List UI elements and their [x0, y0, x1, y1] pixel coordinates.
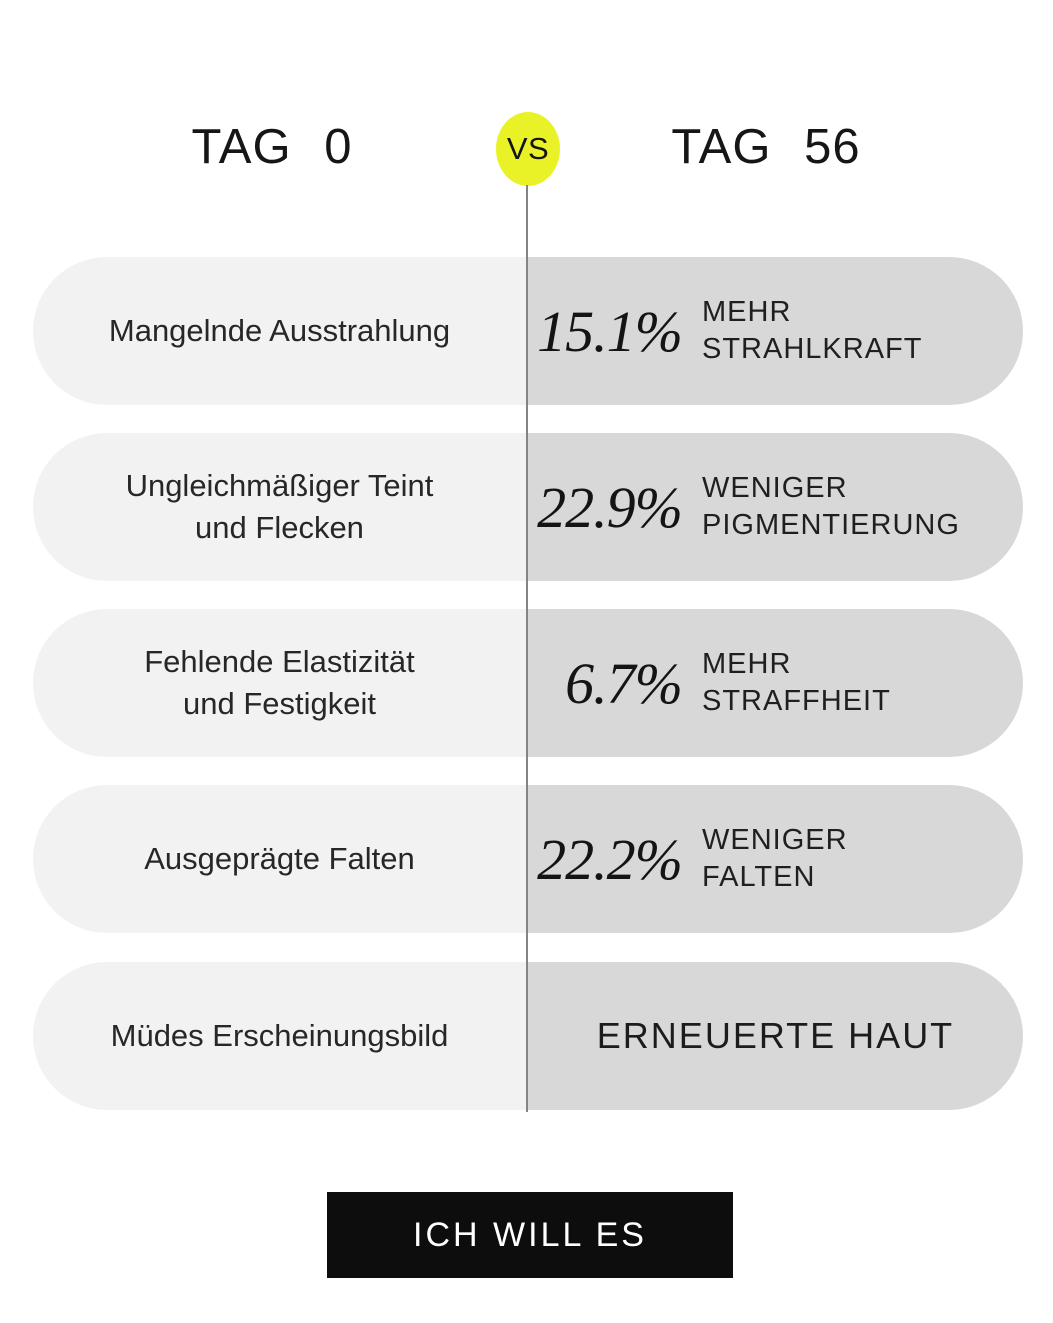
result-label-line2: STRAFFHEIT [702, 685, 891, 717]
result-percent: 22.2% [537, 826, 682, 892]
comparison-row-3 [0, 609, 1053, 757]
cta-button-label: ICH WILL ES [413, 1215, 647, 1254]
problem-pill-2 [33, 433, 526, 581]
problem-label-line2: und Flecken [195, 510, 364, 545]
vs-badge-label: VS [506, 131, 550, 166]
comparison-row-2 [0, 433, 1053, 581]
result-pill-3 [528, 609, 1023, 757]
problem-label: Mangelnde Ausstrahlung [108, 313, 451, 348]
problem-label-line1: Fehlende Elastizität [144, 644, 415, 679]
result-percent: 6.7% [565, 650, 682, 716]
problem-label [126, 465, 434, 549]
problem-label-line2: und Festigkeit [182, 686, 376, 721]
comparison-row-4 [0, 785, 1053, 933]
problem-label-line1: Ungleichmäßiger Teint [125, 468, 434, 503]
result-pill-2 [528, 433, 1023, 581]
comparison-row-1 [0, 257, 1053, 405]
day0-header: TAG 0 [191, 120, 353, 174]
result-label-line1: MEHR [702, 296, 792, 328]
day56-header: TAG 56 [671, 120, 861, 174]
comparison-row-5 [0, 962, 1053, 1110]
problem-pill-3 [33, 609, 526, 757]
result-label-line1: WENIGER [702, 824, 848, 856]
result-label [702, 646, 891, 720]
problem-pill-4 [33, 785, 526, 933]
result-percent: 22.9% [537, 474, 682, 540]
result-label [702, 822, 848, 896]
problem-pill-5 [33, 962, 526, 1110]
result-label [702, 294, 922, 368]
problem-label: Müdes Erscheinungsbild [110, 1018, 449, 1053]
problem-label [144, 641, 415, 725]
result-label [702, 470, 960, 544]
problem-pill-1 [33, 257, 526, 405]
result-label-line1: MEHR [702, 648, 792, 680]
result-percent: 15.1% [537, 298, 682, 364]
result-label: ERNEUERTE HAUT [596, 1015, 955, 1056]
result-pill-5 [528, 962, 1023, 1110]
result-label-line2: PIGMENTIERUNG [702, 509, 960, 541]
result-label-line2: FALTEN [702, 861, 816, 893]
result-pill-4 [528, 785, 1023, 933]
problem-label: Ausgeprägte Falten [144, 841, 415, 876]
result-label-line2: STRAHLKRAFT [702, 333, 923, 365]
result-pill-1 [528, 257, 1023, 405]
result-label-line1: WENIGER [702, 472, 848, 504]
cta-button[interactable] [327, 1192, 733, 1278]
